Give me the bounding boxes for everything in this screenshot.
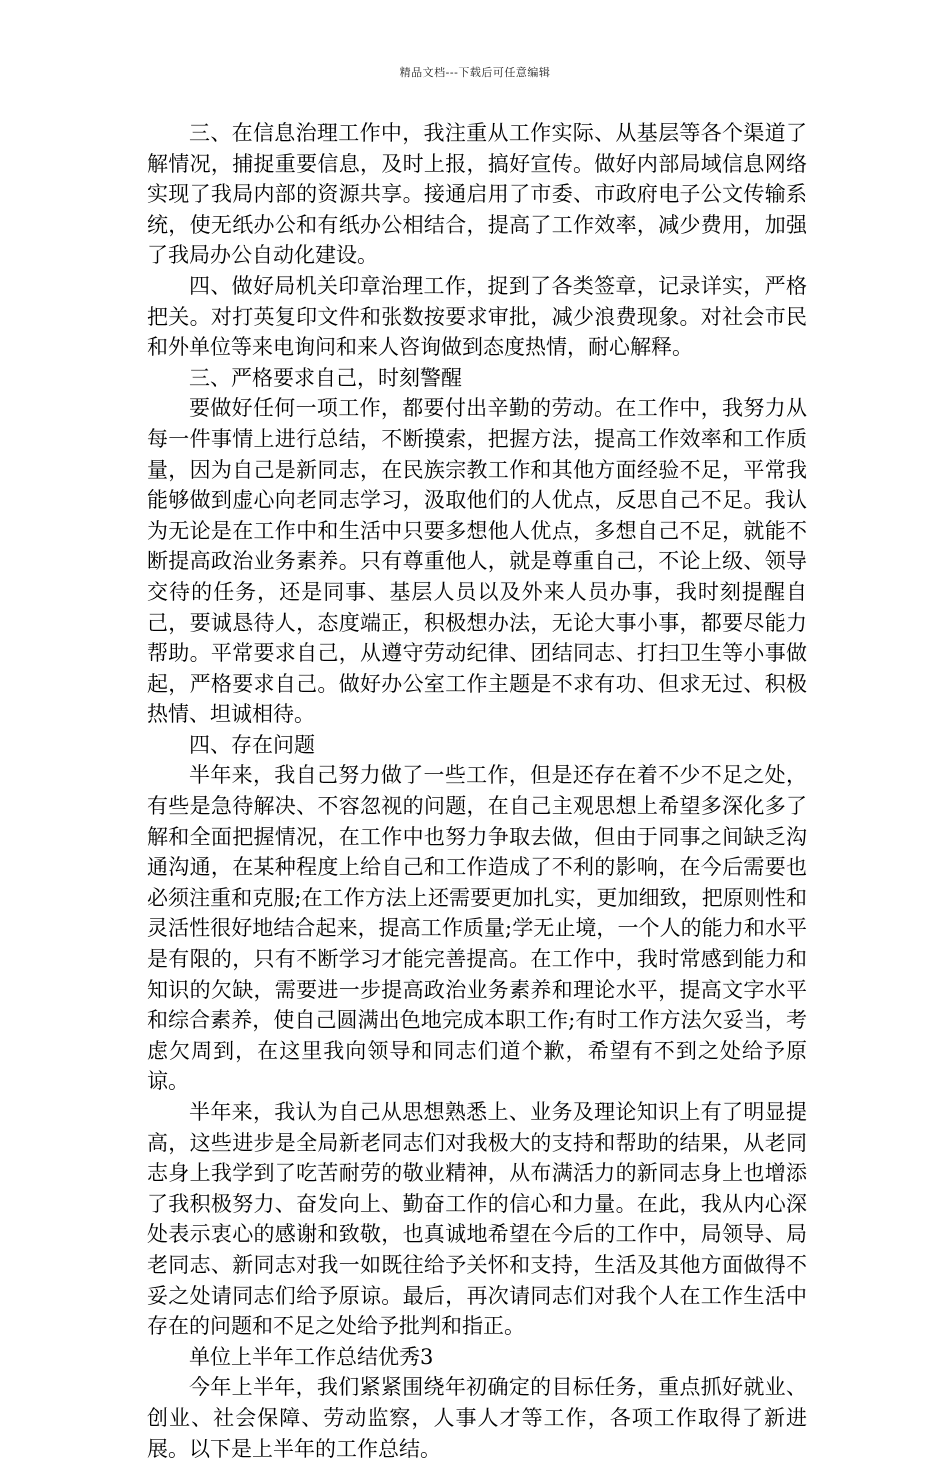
- paragraph-thanks: 半年来，我认为自己从思想熟悉上、业务及理论知识上有了明显提高，这些进步是全局新老同志们对我极大的支持和帮助的结果，从老同志身上我学到了吃苦耐劳的敬业精神，从布满活力的新同志身上也增添了我积极努力、奋发向上、勤奋工作的信心和力量。在此，我从内心深处表示衷心的感谢和致敬，也真诚地希望在今后的工作中，局领导、局老同志、新同志对我一如既往给予关怀和支持，生活及其他方面做得不妥之处请同志们给予原谅。最后，再次请同志们对我个人在工作生活中存在的问题和不足之处给予批判和指正。: [147, 1100, 807, 1339]
- paragraph-seal-management: 四、做好局机关印章治理工作，捉到了各类签章，记录详实，严格把关。对打英复印文件和张数按要求审批，减少浪费现象。对社会市民和外单位等来电询问和来人咨询做到态度热情，耐心解释。: [147, 273, 807, 360]
- section-heading-problems: 四、存在问题: [189, 732, 315, 757]
- section-heading-self-discipline: 三、严格要求自己，时刻警醒: [189, 365, 462, 390]
- paragraph-info-management: 三、在信息治理工作中，我注重从工作实际、从基层等各个渠道了解情况，捕捉重要信息，及时上报，搞好宣传。做好内部局域信息网络实现了我局内部的资源共享。接通启用了市委、市政府电子公文传输系统，使无纸办公和有纸办公相结合，提高了工作效率，减少费用，加强了我局办公自动化建设。: [147, 121, 807, 268]
- section-heading-summary-3: 单位上半年工作总结优秀3: [189, 1344, 434, 1369]
- paragraph-self-discipline: 要做好任何一项工作，都要付出辛勤的劳动。在工作中，我努力从每一件事情上进行总结，不断摸索，把握方法，提高工作效率和工作质量，因为自己是新同志，在民族宗教工作和其他方面经验不足，平常我能够做到虚心向老同志学习，汲取他们的人优点，反思自己不足。我认为无论是在工作中和生活中只要多想他人优点，多想自己不足，就能不断提高政治业务素养。只有尊重他人，就是尊重自己，不论上级、领导交待的任务，还是同事、基层人员以及外来人员办事，我时刻提醒自己，要诚恳待人，态度端正，积极想办法，无论大事小事，都要尽能力帮助。平常要求自己，从遵守劳动纪律、团结同志、打扫卫生等小事做起，严格要求自己。做好办公室工作主题是不求有功、但求无过、积极热情、坦诚相待。: [147, 396, 807, 727]
- document-body: [147, 118, 807, 1464]
- paragraph-problems: 半年来，我自己努力做了一些工作，但是还存在着不少不足之处，有些是急待解决、不容忽视的问题，在自己主观思想上希望多深化多了解和全面把握情况，在工作中也努力争取去做，但由于同事之间缺乏沟通沟通，在某种程度上给自己和工作造成了不利的影响，在今后需要也必须注重和克服;在工作方法上还需要更加扎实，更加细致，把原则性和灵活性很好地结合起来，提高工作质量;学无止境，一个人的能力和水平是有限的，只有不断学习才能完善提高。在工作中，我时常感到能力和知识的欠缺，需要进一步提高政治业务素养和理论水平，提高文字水平和综合素养，使自己圆满出色地完成本职工作;有时工作方法欠妥当，考虑欠周到，在这里我向领导和同志们道个歉，希望有不到之处给予原谅。: [147, 763, 807, 1094]
- paragraph-summary-intro: 今年上半年，我们紧紧围绕年初确定的目标任务，重点抓好就业、创业、社会保障、劳动监察，人事人才等工作，各项工作取得了新进展。以下是上半年的工作总结。: [147, 1375, 807, 1461]
- page-header: 精品文档---下载后可任意编辑: [399, 66, 551, 79]
